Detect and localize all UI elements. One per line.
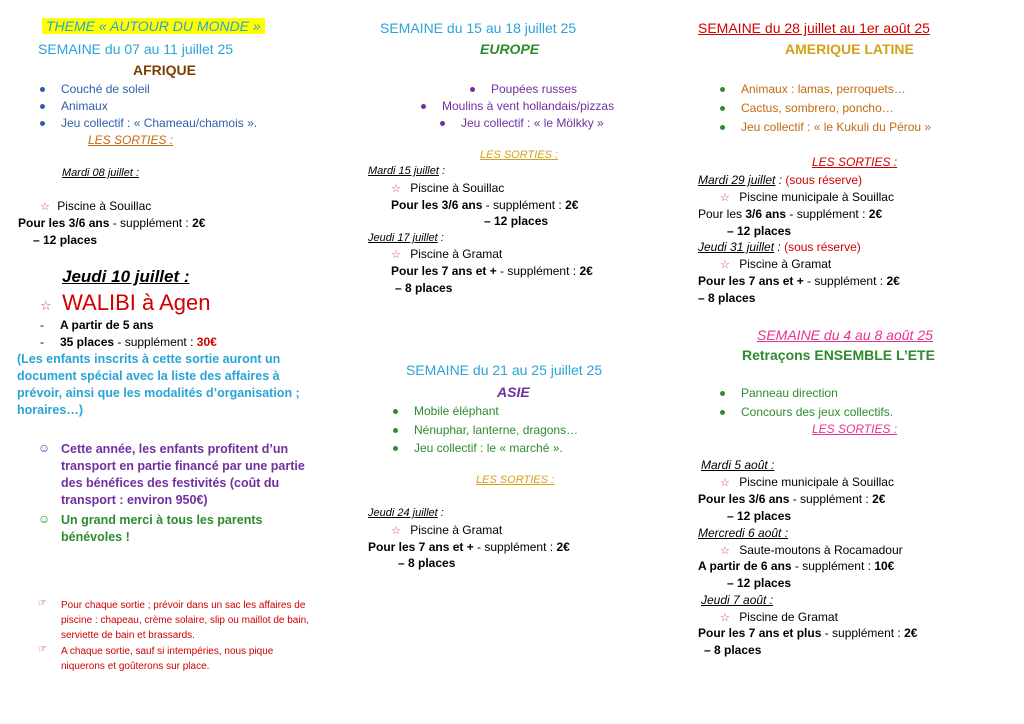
theme-title: THEME « AUTOUR DU MONDE »: [42, 18, 265, 34]
week-heading-amerique: SEMAINE du 28 juillet au 1er août 25: [698, 20, 930, 36]
outing-day: Jeudi 7 août :: [701, 593, 774, 607]
list-item: Jeu collectif : « Chameau/chamois ».: [40, 116, 257, 130]
star-icon: ☆: [720, 477, 730, 489]
outing-day: Mercredi 6 août :: [698, 526, 789, 540]
outing-places: – 8 places: [398, 556, 456, 570]
star-icon: ☆: [391, 183, 401, 195]
outing-condition: Pour les 3/6 ans - supplément : 2€: [391, 198, 579, 212]
outing-condition: Pour les 7 ans et + - supplément : 2€: [698, 274, 900, 288]
walibi-day: Jeudi 10 juillet :: [62, 267, 190, 286]
sorties-heading: LES SORTIES :: [476, 474, 555, 486]
smiley-icon: ☺: [38, 441, 51, 455]
outing-condition: Pour les 3/6 ans - supplément : 2€: [698, 207, 883, 221]
outing-activity: ☆ Piscine à Gramat: [720, 257, 832, 271]
pointing-hand-icon: ☞: [38, 598, 47, 609]
week-heading-afrique: SEMAINE du 07 au 11 juillet 25: [38, 41, 234, 57]
star-icon: ☆: [40, 201, 50, 213]
outing-day: Jeudi 31 juillet : (sous réserve): [698, 240, 861, 254]
outing-activity: ☆ Saute-moutons à Rocamadour: [720, 543, 903, 557]
smiley-icon: ☺: [38, 512, 51, 526]
walibi-places: - 35 places - supplément : 30€: [40, 335, 217, 349]
region-asie: ASIE: [497, 384, 530, 400]
sorties-heading: LES SORTIES :: [812, 422, 898, 436]
outing-places: – 12 places: [727, 224, 792, 238]
outing-activity: ☆ Piscine de Gramat: [720, 610, 838, 624]
walibi-title: ☆ WALIBI à Agen: [40, 290, 211, 315]
week-heading-ete: SEMAINE du 4 au 8 août 25: [757, 327, 933, 343]
outing-condition: Pour les 7 ans et plus - supplément : 2€: [698, 626, 918, 640]
outing-places: – 12 places: [727, 509, 792, 523]
walibi-age: - A partir de 5 ans: [40, 318, 154, 332]
outing-places: – 8 places: [704, 643, 762, 657]
thanks-note: Un grand merci à tous les parents bénévoles !: [61, 513, 263, 544]
outing-places: – 8 places: [698, 291, 756, 305]
outing-places: – 12 places: [33, 233, 98, 247]
outing-condition: Pour les 7 ans et + - supplément : 2€: [391, 264, 593, 278]
list-item: Nénuphar, lanterne, dragons…: [393, 423, 578, 437]
outing-condition: Pour les 7 ans et + - supplément : 2€: [368, 540, 570, 554]
list-item: Poupées russes: [470, 82, 577, 96]
list-item: Panneau direction: [720, 386, 838, 400]
outing-condition: Pour les 3/6 ans - supplément : 2€: [18, 216, 206, 230]
outing-day: Jeudi 17 juillet :: [368, 232, 444, 244]
star-icon: ☆: [720, 545, 730, 557]
sorties-heading: LES SORTIES :: [88, 133, 174, 147]
list-item: Animaux: [40, 99, 108, 113]
transport-note: Cette année, les enfants profitent d’un transport en partie financé par une partie des bénéfices des festivités (coût du transport : environ 950€): [61, 442, 305, 507]
region-ete: Retraçons ENSEMBLE L’ETE: [742, 347, 935, 363]
outing-day: Mardi 08 juillet :: [62, 167, 140, 179]
list-item: Jeu collectif : le « marché ».: [393, 441, 563, 455]
outing-activity: ☆ Piscine à Souillac: [40, 199, 152, 213]
week-heading-asie: SEMAINE du 21 au 25 juillet 25: [406, 362, 603, 378]
list-item: Cactus, sombrero, poncho…: [720, 101, 894, 115]
outing-condition: A partir de 6 ans - supplément : 10€: [698, 559, 895, 573]
tip-swim-gear: Pour chaque sortie ; prévoir dans un sac les affaires de piscine : chapeau, crème solaire, slip ou maillot de bain, serviette de bain et brassards.: [61, 600, 309, 641]
list-item: Mobile éléphant: [393, 404, 499, 418]
sorties-heading: LES SORTIES :: [480, 149, 559, 161]
list-item: Moulins à vent hollandais/pizzas: [421, 99, 614, 113]
outing-day: Mardi 15 juillet :: [368, 165, 446, 177]
list-item: Couché de soleil: [40, 82, 150, 96]
list-item: Concours des jeux collectifs.: [720, 405, 893, 419]
outing-activity: ☆ Piscine municipale à Souillac: [720, 190, 894, 204]
outing-places: – 8 places: [395, 281, 453, 295]
outing-activity: ☆ Piscine municipale à Souillac: [720, 475, 894, 489]
list-item: Animaux : lamas, perroquets…: [720, 82, 906, 96]
star-icon: ☆: [40, 298, 52, 313]
star-icon: ☆: [391, 525, 401, 537]
outing-activity: ☆ Piscine à Gramat: [391, 523, 503, 537]
pointing-hand-icon: ☞: [38, 644, 47, 655]
star-icon: ☆: [391, 249, 401, 261]
tip-picnic: A chaque sortie, sauf si intempéries, nous pique niquerons et goûterons sur place.: [61, 646, 274, 672]
outing-places: – 12 places: [484, 214, 549, 228]
list-item: Jeu collectif : « le Kukuli du Pérou »: [720, 120, 931, 134]
region-amerique: AMERIQUE LATINE: [785, 41, 914, 57]
outing-condition: Pour les 3/6 ans - supplément : 2€: [698, 492, 886, 506]
week-heading-europe: SEMAINE du 15 au 18 juillet 25: [380, 20, 577, 36]
outing-day: Mardi 29 juillet : (sous réserve): [698, 173, 863, 187]
outing-activity: ☆ Piscine à Souillac: [391, 181, 505, 195]
list-item: Jeu collectif : « le Mölkky »: [440, 116, 604, 130]
star-icon: ☆: [720, 192, 730, 204]
outing-places: – 12 places: [727, 576, 792, 590]
walibi-note: (Les enfants inscrits à cette sortie auront un document spécial avec la liste des affaires à prévoir, ainsi que les modalités d’organisation ; horaires…): [17, 352, 300, 417]
outing-day: Mardi 5 août :: [701, 458, 775, 472]
outing-activity: ☆ Piscine à Gramat: [391, 247, 503, 261]
region-afrique: AFRIQUE: [133, 62, 196, 78]
star-icon: ☆: [720, 612, 730, 624]
region-europe: EUROPE: [480, 41, 540, 57]
outing-day: Jeudi 24 juillet :: [368, 507, 444, 519]
sorties-heading: LES SORTIES :: [812, 155, 898, 169]
star-icon: ☆: [720, 259, 730, 271]
